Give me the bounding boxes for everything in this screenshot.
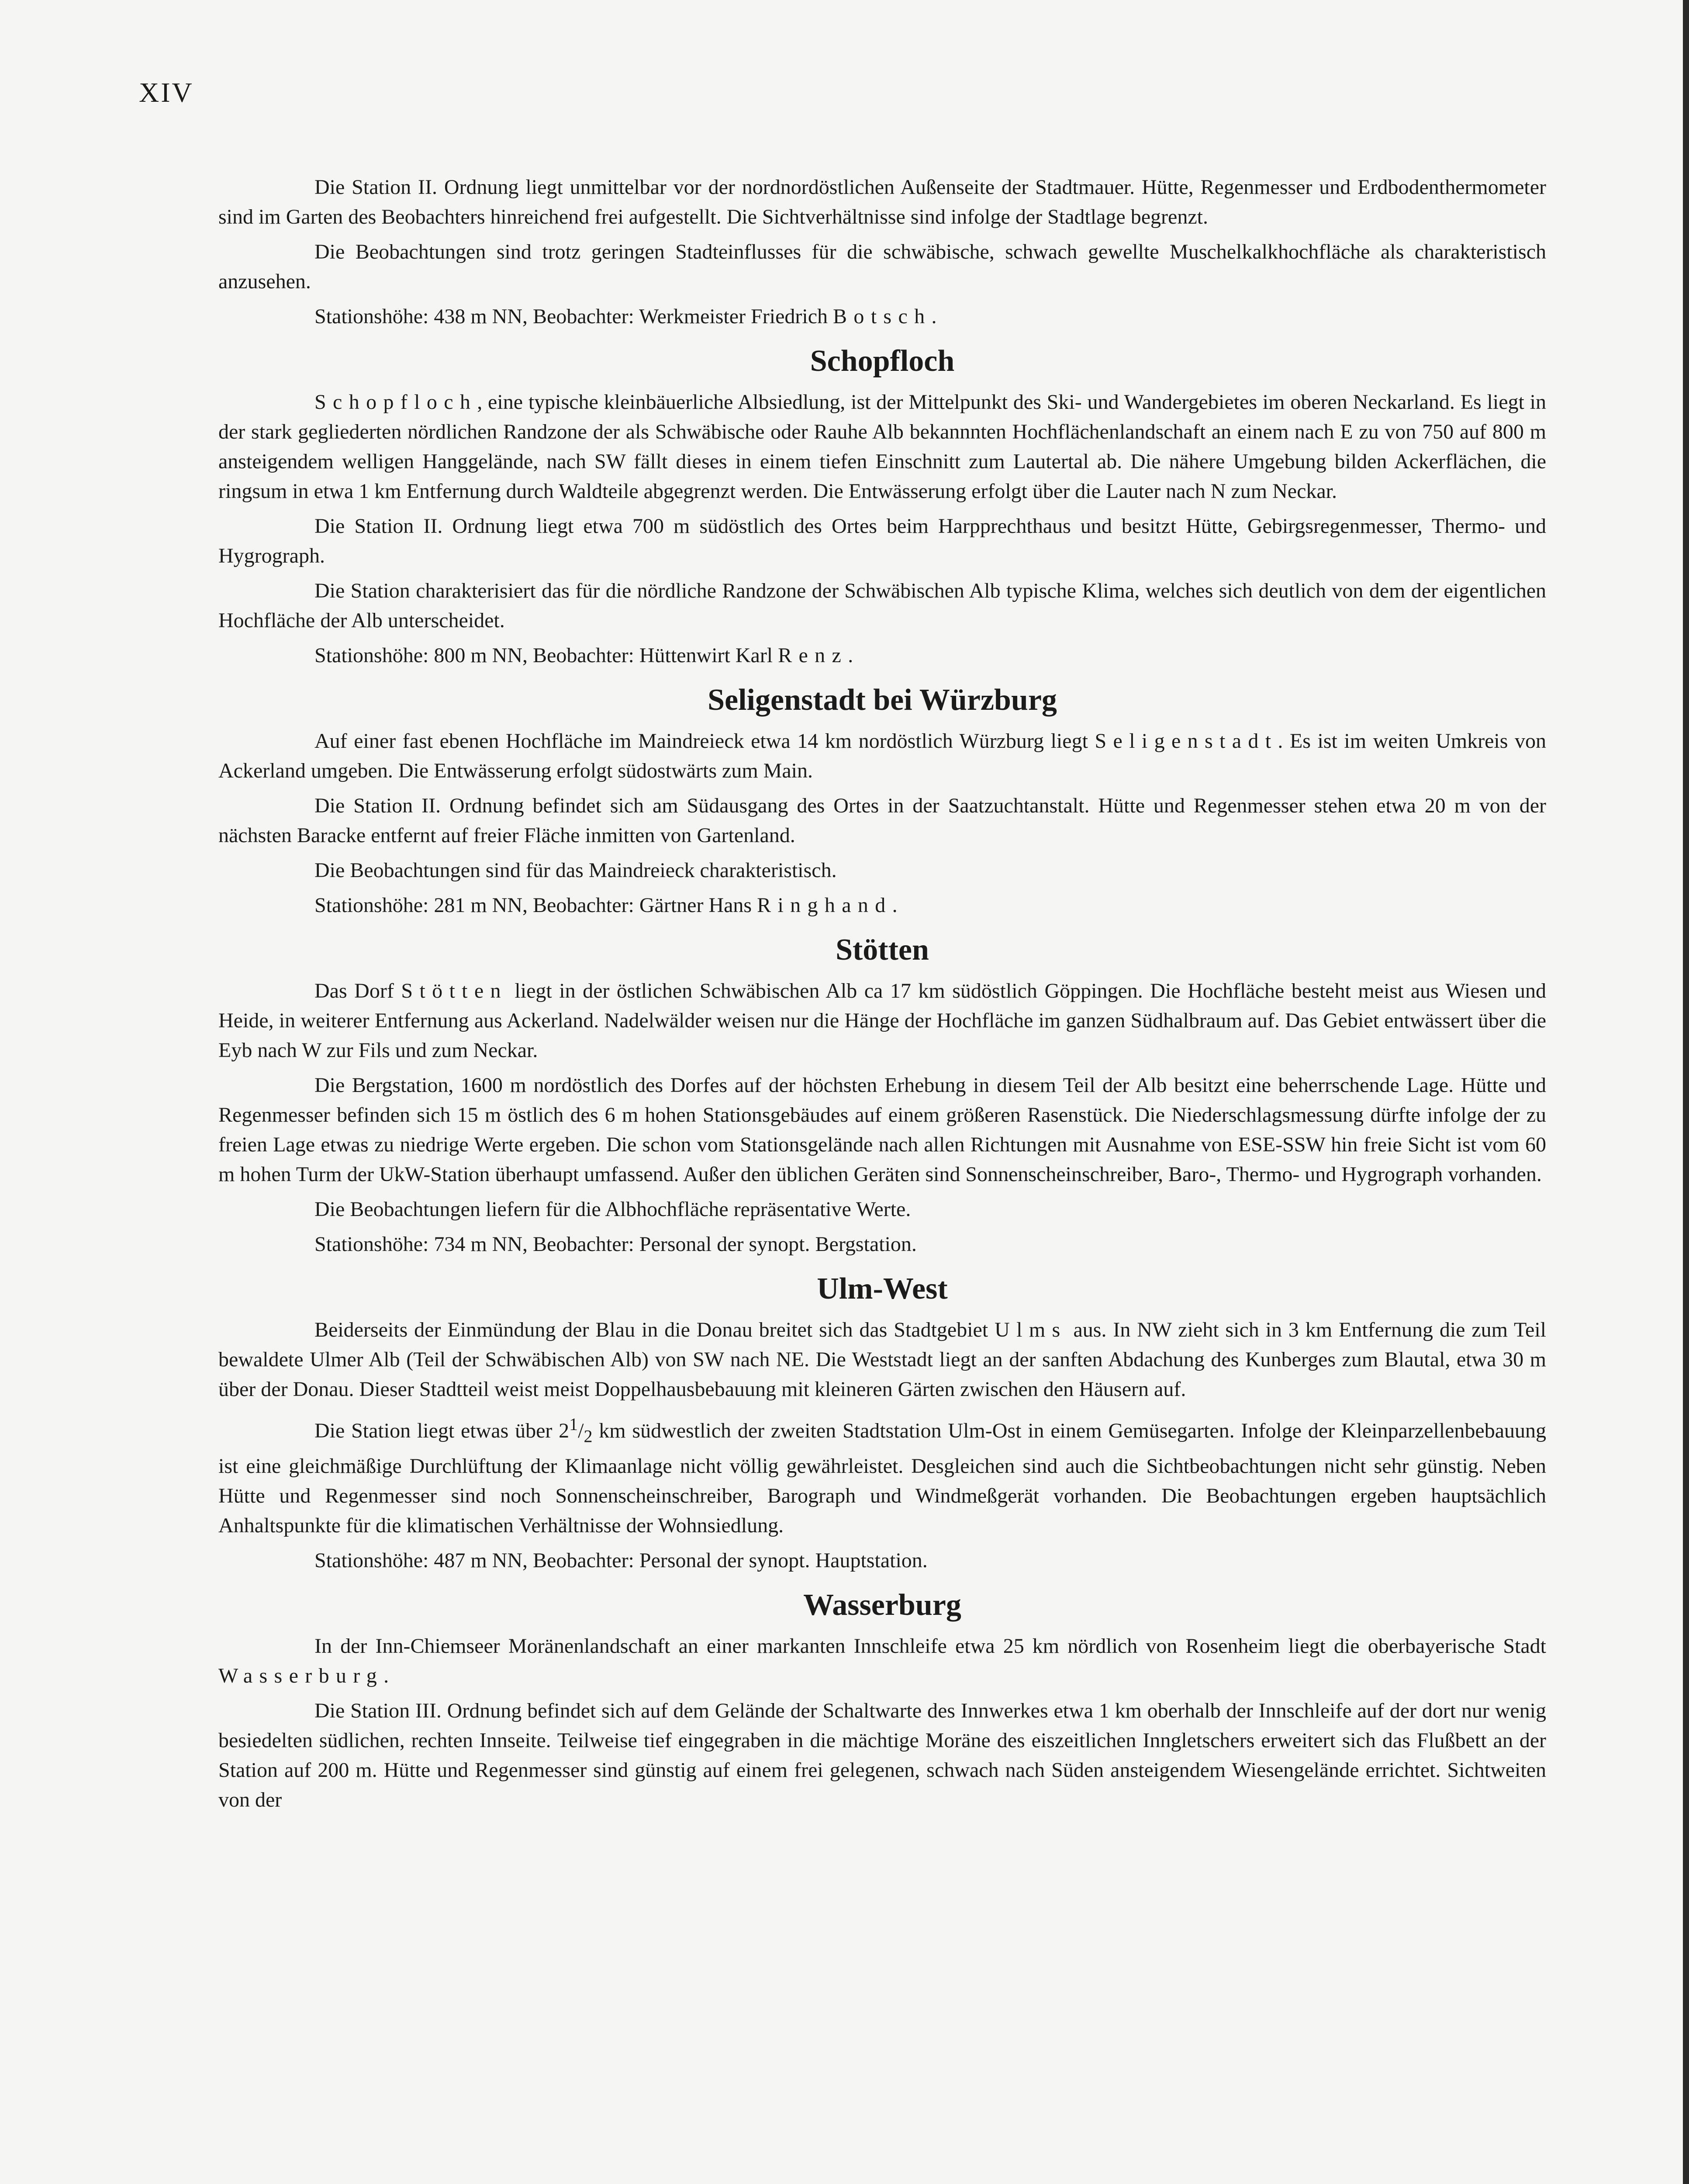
wasserburg-paragraph-1: In der Inn-Chiemseer Moränenlandschaft an einer markanten Innschleife etwa 25 km nördlich von Rosenheim liegt die oberbayerische Stadt Wasserburg. xyxy=(218,1634,1546,1687)
seligenstadt-station-line: Stationshöhe: 281 m NN, Beobachter: Gärtner Hans Ringhand. xyxy=(314,894,898,917)
section-heading-schopfloch: Schopfloch xyxy=(810,344,955,378)
page-edge-shadow xyxy=(1683,0,1689,2184)
place-name: Ulms xyxy=(995,1318,1067,1341)
section-heading-stoetten: Stötten xyxy=(836,933,929,967)
stoetten-paragraph-2: Die Bergstation, 1600 m nordöstlich des Dorfes auf der höchsten Erhebung in diesem Teil der Alb besitzt eine beherrschende Lage. Hütte und Regenmesser befinden sich 15 m östlich des 6 m hohen Stationsgebäudes auf einem größeren Rasenstück. Die Niederschlagsmessung dürfte infolge der zu freien Lage etwas zu niedrige Werte ergeben. Die schon vom Stationsgelände nach allen Richtungen mit Ausnahme von ESE-SSW hin freie Sicht ist vom 60 m hohen Turm der UkW-Station überhaupt umfassend. Außer den üblichen Geräten sind Sonnenscheinschreiber, Baro-, Thermo- und Hygrograph vorhanden. xyxy=(218,1074,1546,1186)
schopfloch-paragraph-1: Schopfloch, eine typische kleinbäuerliche Albsiedlung, ist der Mittelpunkt des Ski- und Wandergebietes im oberen Neckarland. Es liegt in der stark gegliederten nördlichen Randzone der als Schwäbische oder Rauhe Alb bekannnten Hochflächenlandschaft an einem nach E zu von 750 auf 800 m ansteigendem welligen Hanggelände, nach SW fällt dieses in einem tiefen Einschnitt zum Lautertal ab. Die nähere Umgebung bilden Ackerflächen, die ringsum in etwa 1 km Entfernung durch Waldteile abgegrenzt werden. Die Entwässerung erfolgt über die Lauter nach N zum Neckar. xyxy=(218,390,1546,503)
observer-name: Ringhand xyxy=(757,894,892,917)
intro-station-line: Stationshöhe: 438 m NN, Beobachter: Werkmeister Friedrich Botsch. xyxy=(314,305,937,328)
observer-name: Botsch xyxy=(833,305,932,328)
place-name: Stötten xyxy=(401,979,508,1002)
wasserburg-paragraph-2: Die Station III. Ordnung befindet sich auf dem Gelände der Schaltwarte des Innwerkes etwa 1 km oberhalb der Innschleife auf der dort nur wenig besiedelten südlichen, rechten Innseite. Teilweise tief eingegraben in die mächtige Moräne des eiszeitlichen Inngletschers erweitert sich das Flußbett an der Station auf 200 m. Hütte und Regenmesser sind günstig auf einem frei gelegenen, schwach nach Süden ansteigendem Wiesengelände errichtet. Sichtweiten von der xyxy=(218,1699,1546,1811)
seligenstadt-paragraph-1: Auf einer fast ebenen Hochfläche im Maindreieck etwa 14 km nordöstlich Würzburg liegt Seligenstadt. Es ist im weiten Umkreis von Ackerland umgeben. Die Entwässerung erfolgt südostwärts zum Main. xyxy=(218,729,1546,782)
intro-paragraph-1: Die Station II. Ordnung liegt unmittelbar vor der nordnordöstlichen Außenseite der Stadtmauer. Hütte, Regenmesser und Erdbodenthermometer sind im Garten des Beobachters hinreichend frei aufgestellt. Die Sichtverhältnisse sind infolge der Stadtlage begrenzt. xyxy=(218,176,1546,228)
section-heading-seligenstadt: Seligenstadt bei Würzburg xyxy=(708,683,1057,717)
seligenstadt-paragraph-2: Die Station II. Ordnung befindet sich am Südausgang des Ortes in der Saatzuchtanstalt. Hütte und Regenmesser stehen etwa 20 m von der nächsten Baracke entfernt auf freier Fläche inmitten von Gartenland. xyxy=(218,794,1546,847)
schopfloch-paragraph-3: Die Station charakterisiert das für die nördliche Randzone der Schwäbischen Alb typische Klima, welches sich deutlich von dem der eigentlichen Hochfläche der Alb unterscheidet. xyxy=(218,579,1546,632)
schopfloch-station-line: Stationshöhe: 800 m NN, Beobachter: Hüttenwirt Karl Renz. xyxy=(314,644,853,667)
ulm-west-station-line: Stationshöhe: 487 m NN, Beobachter: Personal der synopt. Hauptstation. xyxy=(314,1548,928,1572)
ulm-west-paragraph-1: Beiderseits der Einmündung der Blau in die Donau breitet sich das Stadtgebiet Ulms aus. In NW zieht sich in 3 km Entfernung die zum Teil bewaldete Ulmer Alb (Teil der Schwäbischen Alb) von SW nach NE. Die Weststadt liegt an der sanften Abdachung des Kunberges zum Blautal, etwa 30 m über der Donau. Dieser Stadtteil weist meist Doppelhausbebauung mit kleineren Gärten zwischen den Häusern auf. xyxy=(218,1318,1547,1401)
text-column xyxy=(218,173,1546,1820)
seligenstadt-paragraph-3: Die Beobachtungen sind für das Maindreieck charakteristisch. xyxy=(314,859,837,882)
page-number: XIV xyxy=(139,77,194,108)
schopfloch-paragraph-2: Die Station II. Ordnung liegt etwa 700 m südöstlich des Ortes beim Harpprechthaus und besitzt Hütte, Gebirgsregenmesser, Thermo- und Hygrograph. xyxy=(218,515,1546,567)
intro-paragraph-2: Die Beobachtungen sind trotz geringen Stadteinflusses für die schwäbische, schwach gewellte Muschelkalkhochfläche als charakteristisch anzusehen. xyxy=(218,240,1546,293)
section-heading-ulm-west: Ulm-West xyxy=(817,1272,948,1306)
place-name: Wasserburg xyxy=(218,1664,384,1687)
place-name: Schopfloch xyxy=(314,390,477,414)
section-heading-wasserburg: Wasserburg xyxy=(803,1588,961,1622)
ulm-west-paragraph-2: Die Station liegt etwas über $2^1/_2$ km südwestlich der zweiten Stadtstation Ulm-Ost in einem Gemüsegarten. Infolge der Kleinparzellenbebauung ist eine gleichmäßige Durchlüftung der Klimaanlage nicht völlig gewährleistet. Desgleichen sind auch die Sichtbeobachtungen nicht sehr günstig. Neben Hütte und Regenmesser sind noch Sonnenscheinschreiber, Barograph und Windmeßgerät vorhanden. Die Beobachtungen ergeben hauptsächlich Anhaltspunkte für die klimatischen Verhältnisse der Wohnsiedlung. xyxy=(218,1414,1547,1537)
stoetten-station-line: Stationshöhe: 734 m NN, Beobachter: Personal der synopt. Bergstation. xyxy=(314,1233,917,1256)
observer-name: Renz xyxy=(778,644,848,667)
stoetten-paragraph-3: Die Beobachtungen liefern für die Albhochfläche repräsentative Werte. xyxy=(314,1198,911,1221)
place-name: Seligenstadt xyxy=(1095,729,1278,753)
stoetten-paragraph-1: Das Dorf Stötten liegt in der östlichen Schwäbischen Alb ca 17 km südöstlich Göppingen. Die Hochfläche besteht meist aus Wiesen und Heide, in weiterer Entfernung aus Ackerland. Nadelwälder weisen nur die Hänge der Hochfläche im ganzen Südhalbraum auf. Das Gebiet entwässert über die Eyb nach W zur Fils und zum Neckar. xyxy=(218,979,1547,1062)
